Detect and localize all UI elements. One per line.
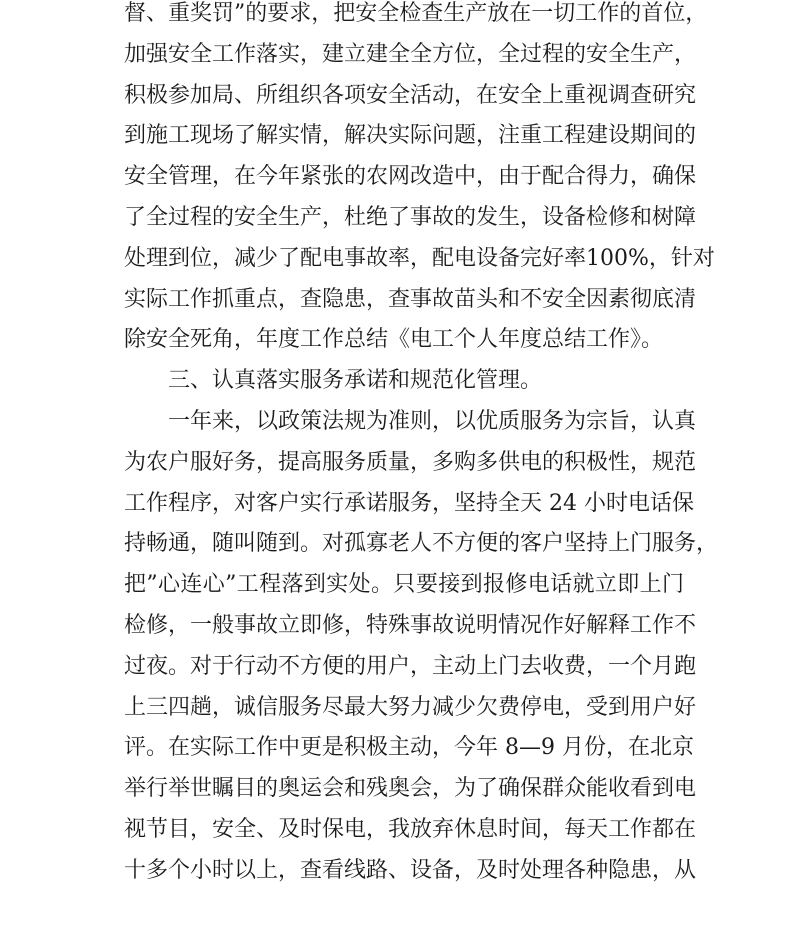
body-text <box>124 0 719 892</box>
text-line: 到施工现场了解实情，解决实际问题，注重工程建设期间的 <box>124 123 697 149</box>
text-line: 积极参加局、所组织各项安全活动，在安全上重视调查研究 <box>124 82 697 108</box>
text-line: 十多个小时以上，查看线路、设备，及时处理各种隐患，从 <box>124 857 697 883</box>
text-line: 一年来，以政策法规为准则，以优质服务为宗旨，认真 <box>168 408 697 434</box>
text-line: 为农户服好务，提高服务质量，多购多供电的积极性，规范 <box>124 449 697 475</box>
text-line: 三、认真落实服务承诺和规范化管理。 <box>168 368 543 394</box>
text-line: 了全过程的安全生产，杜绝了事故的发生，设备检修和树障 <box>124 204 697 230</box>
text-line: 举行举世瞩目的奥运会和残奥会，为了确保群众能收看到电 <box>124 776 697 802</box>
text-line: 督、重奖罚”的要求，把安全检查生产放在一切工作的首位， <box>124 1 708 26</box>
text-line: 处理到位，减少了配电事故率，配电设备完好率100%，针对 <box>124 245 715 271</box>
text-line: 除安全死角，年度工作总结《电工个人年度总结工作》。 <box>124 327 664 353</box>
text-line: 把”心连心”工程落到实处。只要接到报修电话就立即上门 <box>124 572 684 598</box>
text-line: 视节目，安全、及时保电，我放弃休息时间，每天工作都在 <box>124 816 697 842</box>
text-line: 持畅通，随叫随到。对孤寡老人不方便的客户坚持上门服务， <box>124 531 719 557</box>
text-line: 上三四趟，诚信服务尽最大努力减少欠费停电，受到用户好 <box>124 694 697 720</box>
text-line: 过夜。对于行动不方便的用户，主动上门去收费，一个月跑 <box>124 653 697 679</box>
text-line: 工作程序，对客户实行承诺服务，坚持全天 24 小时电话保 <box>124 490 694 516</box>
text-line: 加强安全工作落实，建立建全全方位，全过程的安全生产， <box>124 41 697 67</box>
text-line: 安全管理，在今年紧张的农网改造中，由于配合得力，确保 <box>124 164 697 190</box>
text-line: 评。在实际工作中更是积极主动，今年 8—9 月份，在北京 <box>124 735 694 761</box>
text-line: 实际工作抓重点，查隐患，查事故苗头和不安全因素彻底清 <box>124 286 697 312</box>
text-line: 检修，一般事故立即修，特殊事故说明情况作好解释工作不 <box>124 612 697 638</box>
